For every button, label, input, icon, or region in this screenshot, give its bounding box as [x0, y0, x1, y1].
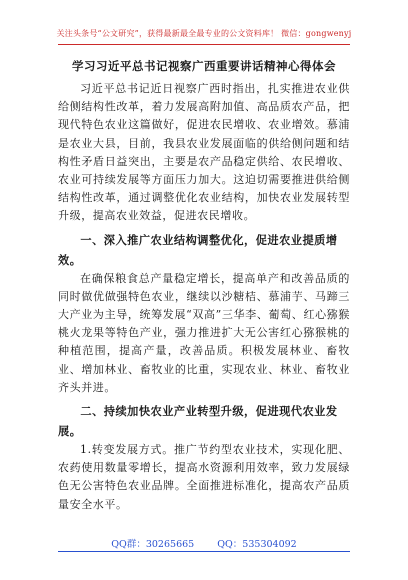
qq-number: QQ：535304092 [217, 539, 297, 550]
document-body [58, 52, 350, 514]
qq-group-number: QQ群：30265665 [111, 539, 195, 550]
header-divider [58, 44, 350, 45]
section-1-paragraph: 在确保粮食总产量稳定增长，提高单产和改善品质的同时做优做强特色农业，继续以沙糖桔、慕浦芋、马蹄三大产业为主导，统筹发展“双高”三华李、葡萄、红心猕猴桃火龙果等特色产业，强力推进扩大无公害红心猕猴桃的种植范围，提高产量，改善品质。积极发展林业、畜牧业、增加林业、畜牧业的比重，实现农业、林业、畜牧业齐头并进。 [58, 271, 350, 394]
section-2-paragraph: 1.转变发展方式。推广节约型农业技术，实现化肥、农药使用数量零增长，提高水资源利用效率，致力发展绿色无公害特色农业品牌。全面推进标准化，提高农产品质量安全水平。 [58, 443, 350, 511]
header-note: 关注头条号“公文研究”，获得最新最全最专业的公文资料库！ 微信：gongwenyj [56, 29, 352, 38]
intro-paragraph: 习近平总书记近日视察广西时指出，扎实推进农业供给侧结构性改革，着力发展高附加值、高品质农产品，把现代特色农业这篇做好，促进农民增收、农业增效。慕浦是农业大县，目前，我县农业发展面临的供给侧问题和结构性矛盾日益突出，主要是农产品稳定供给、农民增收、农业可持续发展等方面压力加大。这迫切需要推进供给侧结构性改革，通过调整优化农业结构，加快农业发展转型升级，提高农业效益，促进农民增收。 [58, 82, 350, 223]
footer-divider [58, 551, 350, 552]
section-2-heading: 二、持续加快农业产业转型升级，促进现代农业发展。 [58, 404, 338, 439]
section-1-heading: 一、深入推广农业结构调整优化，促进农业提质增效。 [58, 232, 338, 267]
document-title: 学习习近平总书记视察广西重要讲话精神心得体会 [72, 59, 336, 73]
footer-contact [0, 536, 408, 550]
